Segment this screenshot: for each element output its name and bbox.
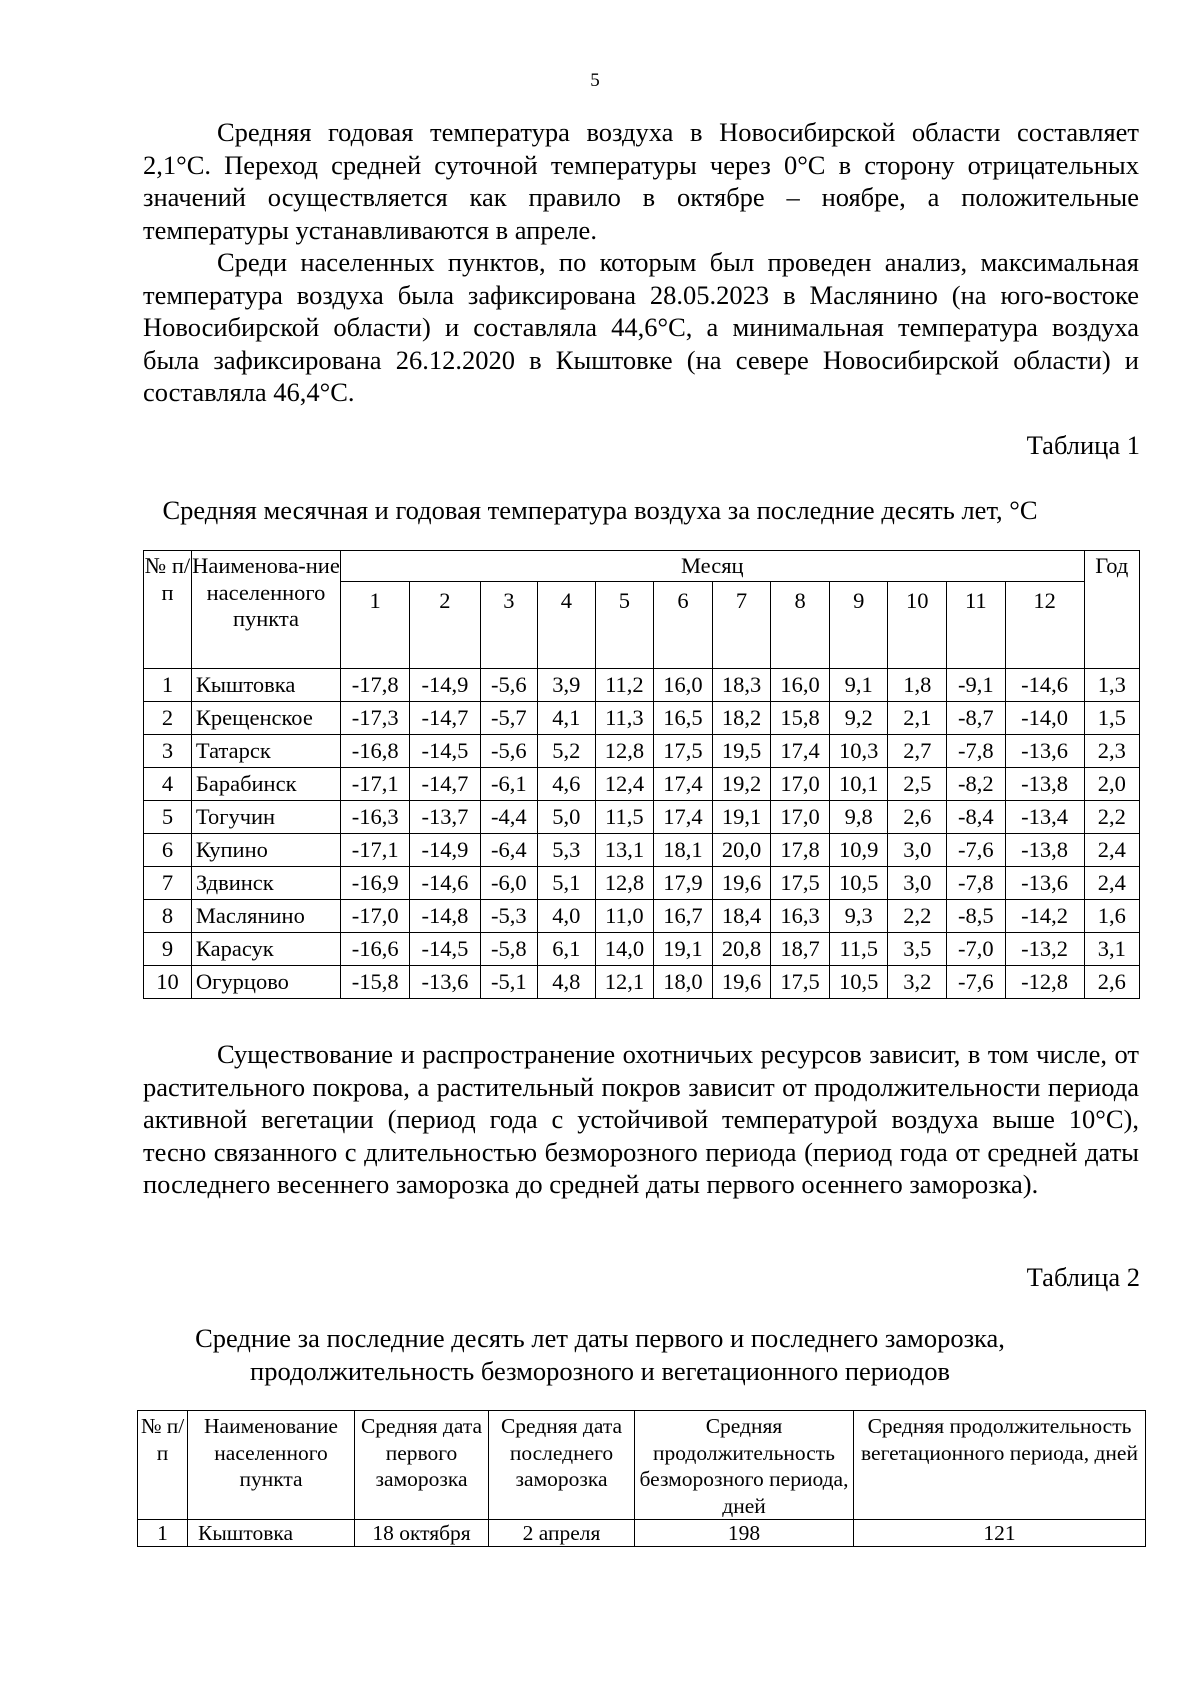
- row-number: 5: [144, 801, 192, 834]
- header-settlement: Наименова-ние населенного пункта: [191, 551, 340, 669]
- monthly-temperature: -13,6: [1005, 867, 1084, 900]
- monthly-temperature: -13,8: [1005, 768, 1084, 801]
- header-last-frost-date: Средняя дата последнего заморозка: [489, 1411, 635, 1520]
- monthly-temperature: 1,8: [888, 669, 947, 702]
- monthly-temperature: -13,6: [410, 966, 480, 999]
- monthly-temperature: -6,4: [480, 834, 538, 867]
- monthly-temperature: 10,3: [829, 735, 888, 768]
- monthly-temperature: -5,1: [480, 966, 538, 999]
- monthly-temperature: 11,5: [829, 933, 888, 966]
- monthly-temperature: -16,8: [341, 735, 410, 768]
- table-row: [144, 735, 1140, 768]
- monthly-temperature: -17,1: [341, 834, 410, 867]
- monthly-temperature: 18,4: [712, 900, 771, 933]
- monthly-temperature: -14,7: [410, 768, 480, 801]
- monthly-temperature: 16,5: [654, 702, 713, 735]
- monthly-temperature: 9,3: [829, 900, 888, 933]
- monthly-temperature: 10,5: [829, 867, 888, 900]
- monthly-temperature: 10,5: [829, 966, 888, 999]
- monthly-temperature: 16,0: [654, 669, 713, 702]
- monthly-temperature: -12,8: [1005, 966, 1084, 999]
- table-row: [138, 1520, 1146, 1547]
- monthly-temperature: -7,6: [947, 834, 1006, 867]
- monthly-temperature: 17,9: [654, 867, 713, 900]
- monthly-temperature: -7,6: [947, 966, 1006, 999]
- monthly-temperature: 17,4: [654, 768, 713, 801]
- monthly-temperature: 2,6: [888, 801, 947, 834]
- monthly-temperature: 3,0: [888, 867, 947, 900]
- table-row: [144, 834, 1140, 867]
- monthly-temperature: -7,8: [947, 735, 1006, 768]
- table1-header-row: [144, 551, 1140, 582]
- monthly-temperature: 19,1: [654, 933, 713, 966]
- monthly-temperature: -9,1: [947, 669, 1006, 702]
- table-row: [144, 801, 1140, 834]
- monthly-temperature: -14,5: [410, 933, 480, 966]
- header-month-number: 9: [829, 582, 888, 669]
- monthly-temperature: 11,0: [595, 900, 654, 933]
- header-month-number: 7: [712, 582, 771, 669]
- header-month-number: 5: [595, 582, 654, 669]
- monthly-temperature: 14,0: [595, 933, 654, 966]
- annual-temperature: 2,6: [1084, 966, 1139, 999]
- monthly-temperature: -15,8: [341, 966, 410, 999]
- header-month-number: 10: [888, 582, 947, 669]
- annual-temperature: 1,5: [1084, 702, 1139, 735]
- monthly-temperature: -5,3: [480, 900, 538, 933]
- header-vegetation-period: Средняя продолжительность вегетационного периода, дней: [854, 1411, 1146, 1520]
- monthly-temperature: 20,0: [712, 834, 771, 867]
- monthly-temperature: 9,2: [829, 702, 888, 735]
- monthly-temperature: 3,5: [888, 933, 947, 966]
- monthly-temperature: -14,6: [1005, 669, 1084, 702]
- row-number: 10: [144, 966, 192, 999]
- row-number: 6: [144, 834, 192, 867]
- settlement-name: Кыштовка: [188, 1520, 355, 1547]
- table2-title: [0, 1322, 1200, 1387]
- table2-title-line2: продолжительность безморозного и вегетационного периодов: [250, 1355, 950, 1386]
- paragraph-temperature-extremes: Среди населенных пунктов, по которым был проведен анализ, максимальная температура воздуха была зафиксирована 28.05.2023 в Маслянино (на юго-востоке Новосибирской области) и составляла 44,6°С, а минимальная температура воздуха была зафиксирована 26.12.2020 в Кыштовке (на севере Новосибирской области) и составляла 46,4°С.: [143, 247, 1139, 408]
- row-number: 4: [144, 768, 192, 801]
- monthly-temperature: 4,8: [538, 966, 596, 999]
- monthly-temperature: 5,3: [538, 834, 596, 867]
- annual-temperature: 1,6: [1084, 900, 1139, 933]
- monthly-temperature: 12,8: [595, 867, 654, 900]
- monthly-temperature: 17,0: [771, 768, 830, 801]
- monthly-temperature: 4,6: [538, 768, 596, 801]
- monthly-temperature-table: [143, 550, 1140, 999]
- table-row: [144, 933, 1140, 966]
- table2-title-line1: Средние за последние десять лет даты первого и последнего заморозка,: [195, 1323, 1005, 1353]
- table-row: [144, 702, 1140, 735]
- monthly-temperature: 15,8: [771, 702, 830, 735]
- row-number: 1: [144, 669, 192, 702]
- monthly-temperature: 9,8: [829, 801, 888, 834]
- settlement-name: Купино: [191, 834, 340, 867]
- header-month: Месяц: [341, 551, 1085, 582]
- row-number: 1: [138, 1520, 188, 1547]
- monthly-temperature: 17,0: [771, 801, 830, 834]
- monthly-temperature: -14,5: [410, 735, 480, 768]
- monthly-temperature: -7,8: [947, 867, 1006, 900]
- monthly-temperature: 5,1: [538, 867, 596, 900]
- monthly-temperature: -13,6: [1005, 735, 1084, 768]
- frost-free-days: 198: [635, 1520, 854, 1547]
- header-first-frost-date: Средняя дата первого заморозка: [355, 1411, 489, 1520]
- monthly-temperature: -17,0: [341, 900, 410, 933]
- monthly-temperature: -8,4: [947, 801, 1006, 834]
- monthly-temperature: -5,7: [480, 702, 538, 735]
- monthly-temperature: -8,5: [947, 900, 1006, 933]
- monthly-temperature: -14,7: [410, 702, 480, 735]
- monthly-temperature: -14,6: [410, 867, 480, 900]
- monthly-temperature: 18,2: [712, 702, 771, 735]
- header-month-number: 2: [410, 582, 480, 669]
- monthly-temperature: 19,6: [712, 966, 771, 999]
- annual-temperature: 1,3: [1084, 669, 1139, 702]
- monthly-temperature: 12,8: [595, 735, 654, 768]
- monthly-temperature: -16,9: [341, 867, 410, 900]
- table-row: [144, 669, 1140, 702]
- monthly-temperature: -5,6: [480, 669, 538, 702]
- monthly-temperature: 20,8: [712, 933, 771, 966]
- row-number: 8: [144, 900, 192, 933]
- header-month-number: 12: [1005, 582, 1084, 669]
- table1-title: Средняя месячная и годовая температура воздуха за последние десять лет, °С: [162, 495, 1038, 525]
- monthly-temperature: 11,5: [595, 801, 654, 834]
- monthly-temperature: 11,2: [595, 669, 654, 702]
- settlement-name: Огурцово: [191, 966, 340, 999]
- monthly-temperature: -8,7: [947, 702, 1006, 735]
- monthly-temperature: 4,1: [538, 702, 596, 735]
- header-month-number: 8: [771, 582, 830, 669]
- row-number: 9: [144, 933, 192, 966]
- settlement-name: Барабинск: [191, 768, 340, 801]
- monthly-temperature: 18,0: [654, 966, 713, 999]
- row-number: 2: [144, 702, 192, 735]
- monthly-temperature: -17,1: [341, 768, 410, 801]
- monthly-temperature: 17,5: [771, 867, 830, 900]
- monthly-temperature: -6,0: [480, 867, 538, 900]
- first-frost-date: 18 октября: [355, 1520, 489, 1547]
- monthly-temperature: 5,0: [538, 801, 596, 834]
- settlement-name: Татарск: [191, 735, 340, 768]
- monthly-temperature: 13,1: [595, 834, 654, 867]
- monthly-temperature: -16,3: [341, 801, 410, 834]
- row-number: 7: [144, 867, 192, 900]
- annual-temperature: 3,1: [1084, 933, 1139, 966]
- row-number: 3: [144, 735, 192, 768]
- monthly-temperature: 18,7: [771, 933, 830, 966]
- monthly-temperature: 16,3: [771, 900, 830, 933]
- monthly-temperature: 12,1: [595, 966, 654, 999]
- monthly-temperature: -8,2: [947, 768, 1006, 801]
- monthly-temperature: -13,4: [1005, 801, 1084, 834]
- monthly-temperature: 17,4: [654, 801, 713, 834]
- monthly-temperature: -7,0: [947, 933, 1006, 966]
- monthly-temperature: -17,3: [341, 702, 410, 735]
- annual-temperature: 2,3: [1084, 735, 1139, 768]
- monthly-temperature: 5,2: [538, 735, 596, 768]
- page-number: 5: [590, 70, 600, 91]
- table-row: [144, 966, 1140, 999]
- monthly-temperature: 9,1: [829, 669, 888, 702]
- table2-label: Таблица 2: [1026, 1262, 1140, 1292]
- monthly-temperature: -14,9: [410, 834, 480, 867]
- monthly-temperature: 4,0: [538, 900, 596, 933]
- header-month-number: 3: [480, 582, 538, 669]
- monthly-temperature: 3,0: [888, 834, 947, 867]
- monthly-temperature: 19,5: [712, 735, 771, 768]
- monthly-temperature: 19,2: [712, 768, 771, 801]
- monthly-temperature: -4,4: [480, 801, 538, 834]
- header-month-number: 4: [538, 582, 596, 669]
- monthly-temperature: 19,6: [712, 867, 771, 900]
- monthly-temperature: -5,6: [480, 735, 538, 768]
- table-row: [144, 768, 1140, 801]
- monthly-temperature: 2,7: [888, 735, 947, 768]
- monthly-temperature: 10,9: [829, 834, 888, 867]
- monthly-temperature: 16,0: [771, 669, 830, 702]
- settlement-name: Маслянино: [191, 900, 340, 933]
- monthly-temperature: 2,1: [888, 702, 947, 735]
- annual-temperature: 2,0: [1084, 768, 1139, 801]
- header-year: Год: [1084, 551, 1139, 669]
- monthly-temperature: 3,2: [888, 966, 947, 999]
- header-frost-free-period: Средняя продолжительность безморозного периода, дней: [635, 1411, 854, 1520]
- monthly-temperature: -6,1: [480, 768, 538, 801]
- monthly-temperature: -5,8: [480, 933, 538, 966]
- frost-dates-table: [137, 1410, 1146, 1547]
- header-num: № п/п: [144, 551, 192, 669]
- monthly-temperature: -14,2: [1005, 900, 1084, 933]
- monthly-temperature: -14,8: [410, 900, 480, 933]
- monthly-temperature: 3,9: [538, 669, 596, 702]
- annual-temperature: 2,2: [1084, 801, 1139, 834]
- monthly-temperature: 16,7: [654, 900, 713, 933]
- monthly-temperature: 12,4: [595, 768, 654, 801]
- monthly-temperature: 17,5: [654, 735, 713, 768]
- monthly-temperature: 11,3: [595, 702, 654, 735]
- monthly-temperature: -13,7: [410, 801, 480, 834]
- header-month-number: 1: [341, 582, 410, 669]
- monthly-temperature: -14,0: [1005, 702, 1084, 735]
- monthly-temperature: 2,5: [888, 768, 947, 801]
- table1-label: Таблица 1: [1026, 430, 1140, 460]
- monthly-temperature: 17,5: [771, 966, 830, 999]
- monthly-temperature: 18,1: [654, 834, 713, 867]
- monthly-temperature: -13,8: [1005, 834, 1084, 867]
- settlement-name: Кыштовка: [191, 669, 340, 702]
- monthly-temperature: -17,8: [341, 669, 410, 702]
- monthly-temperature: -14,9: [410, 669, 480, 702]
- paragraph-vegetation-period: Существование и распространение охотничьих ресурсов зависит, в том числе, от растительного покрова, а растительный покров зависит от продолжительности периода активной вегетации (период года с устойчивой температурой воздуха выше 10°С), тесно связанного с длительностью безморозного периода (период года от средней даты последнего весеннего заморозка до средней даты первого осеннего заморозка).: [143, 1039, 1139, 1200]
- monthly-temperature: 2,2: [888, 900, 947, 933]
- monthly-temperature: 17,8: [771, 834, 830, 867]
- table2-header-row: [138, 1411, 1146, 1520]
- table-row: [144, 867, 1140, 900]
- header-settlement: Наименование населенного пункта: [188, 1411, 355, 1520]
- table-row: [144, 900, 1140, 933]
- annual-temperature: 2,4: [1084, 867, 1139, 900]
- header-month-number: 6: [654, 582, 713, 669]
- last-frost-date: 2 апреля: [489, 1520, 635, 1547]
- monthly-temperature: -16,6: [341, 933, 410, 966]
- monthly-temperature: 19,1: [712, 801, 771, 834]
- settlement-name: Тогучин: [191, 801, 340, 834]
- header-month-number: 11: [947, 582, 1006, 669]
- settlement-name: Карасук: [191, 933, 340, 966]
- paragraph-annual-temperature: Средняя годовая температура воздуха в Новосибирской области составляет 2,1°С. Переход средней суточной температуры через 0°С в сторону отрицательных значений осуществляется как правило в октябре – ноябре, а положительные температуры устанавливаются в апреле.: [143, 117, 1139, 245]
- monthly-temperature: 6,1: [538, 933, 596, 966]
- monthly-temperature: 10,1: [829, 768, 888, 801]
- annual-temperature: 2,4: [1084, 834, 1139, 867]
- vegetation-days: 121: [854, 1520, 1146, 1547]
- settlement-name: Здвинск: [191, 867, 340, 900]
- monthly-temperature: -13,2: [1005, 933, 1084, 966]
- settlement-name: Крещенское: [191, 702, 340, 735]
- monthly-temperature: 18,3: [712, 669, 771, 702]
- header-num: № п/п: [138, 1411, 188, 1520]
- monthly-temperature: 17,4: [771, 735, 830, 768]
